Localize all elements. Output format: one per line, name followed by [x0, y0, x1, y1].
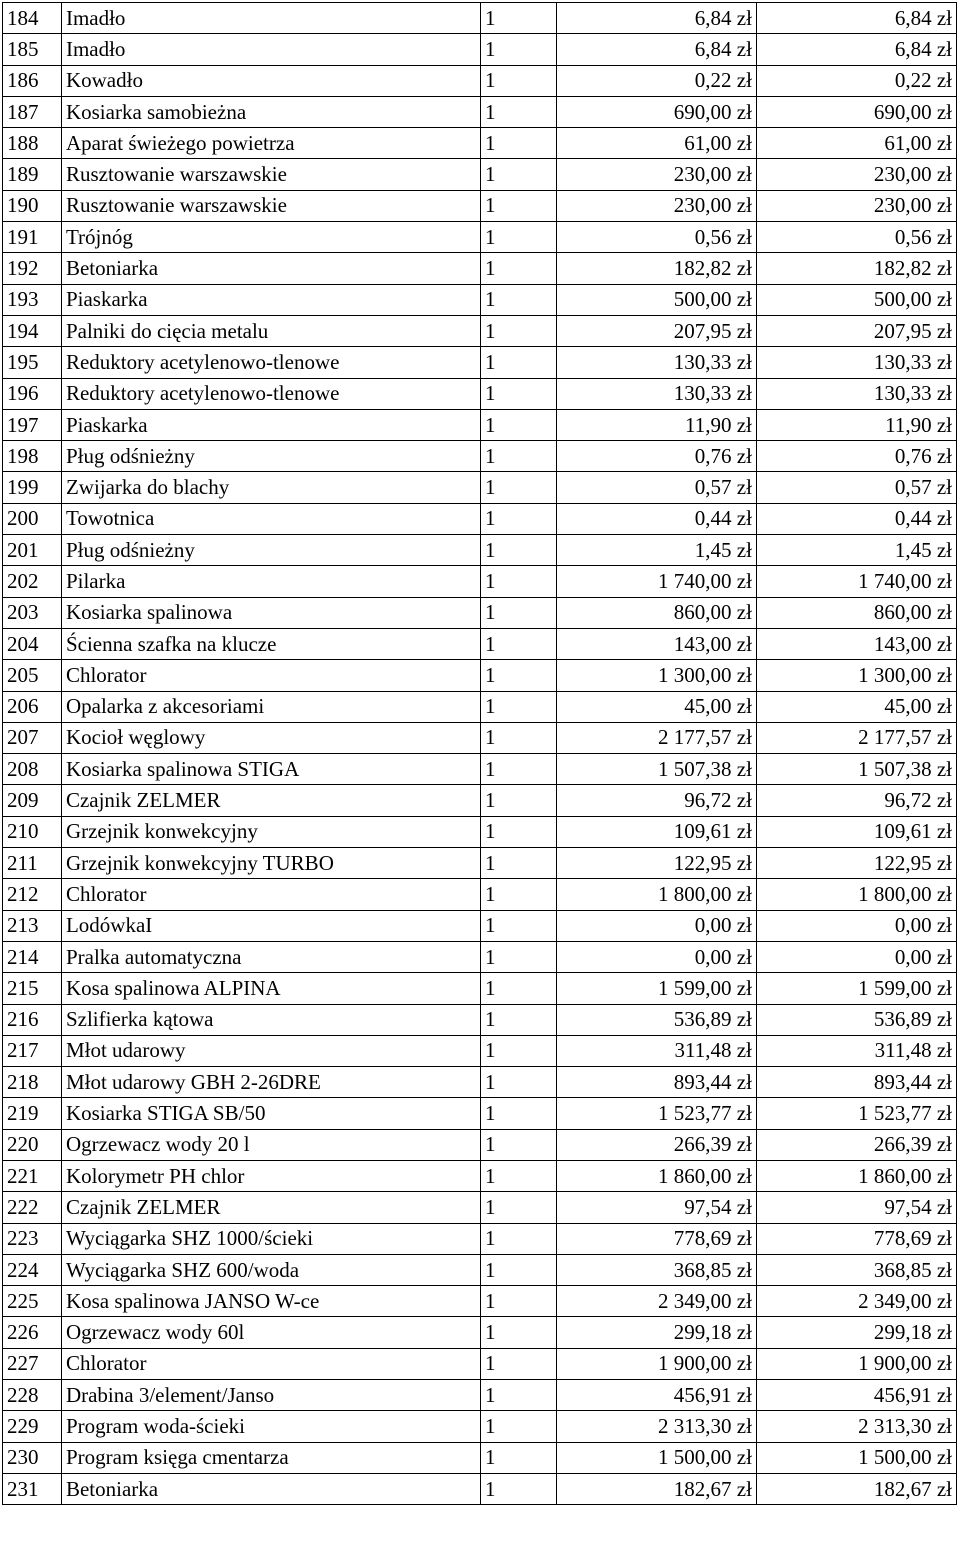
table-row [3, 315, 957, 346]
item-name-cell: Reduktory acetylenowo-tlenowe [61, 347, 480, 378]
table-row [3, 785, 957, 816]
row-number-cell: 223 [3, 1223, 62, 1254]
unit-price-cell: 1 523,77 zł [556, 1098, 756, 1129]
unit-price-cell: 0,56 zł [556, 222, 756, 253]
unit-price-cell: 778,69 zł [556, 1223, 756, 1254]
row-number-cell: 221 [3, 1160, 62, 1191]
unit-price-cell: 0,44 zł [556, 503, 756, 534]
item-name-cell: Betoniarka [61, 1473, 480, 1504]
quantity-cell: 1 [481, 284, 557, 315]
row-number-cell: 226 [3, 1317, 62, 1348]
total-value-cell: 0,00 zł [756, 941, 956, 972]
total-value-cell: 109,61 zł [756, 816, 956, 847]
table-row [3, 754, 957, 785]
total-value-cell: 2 313,30 zł [756, 1411, 956, 1442]
quantity-cell: 1 [481, 472, 557, 503]
quantity-cell: 1 [481, 941, 557, 972]
item-name-cell: Grzejnik konwekcyjny [61, 816, 480, 847]
item-name-cell: Chlorator [61, 879, 480, 910]
row-number-cell: 193 [3, 284, 62, 315]
row-number-cell: 213 [3, 910, 62, 941]
quantity-cell: 1 [481, 34, 557, 65]
total-value-cell: 1,45 zł [756, 535, 956, 566]
unit-price-cell: 1 300,00 zł [556, 660, 756, 691]
total-value-cell: 45,00 zł [756, 691, 956, 722]
row-number-cell: 188 [3, 128, 62, 159]
row-number-cell: 214 [3, 941, 62, 972]
table-row [3, 96, 957, 127]
item-name-cell: Pilarka [61, 566, 480, 597]
table-row [3, 879, 957, 910]
item-name-cell: Rusztowanie warszawskie [61, 190, 480, 221]
quantity-cell: 1 [481, 1473, 557, 1504]
quantity-cell: 1 [481, 879, 557, 910]
unit-price-cell: 182,82 zł [556, 253, 756, 284]
item-name-cell: Piaskarka [61, 284, 480, 315]
table-row [3, 472, 957, 503]
total-value-cell: 860,00 zł [756, 597, 956, 628]
quantity-cell: 1 [481, 253, 557, 284]
quantity-cell: 1 [481, 1223, 557, 1254]
row-number-cell: 225 [3, 1286, 62, 1317]
total-value-cell: 97,54 zł [756, 1192, 956, 1223]
item-name-cell: Towotnica [61, 503, 480, 534]
item-name-cell: Młot udarowy GBH 2-26DRE [61, 1067, 480, 1098]
quantity-cell: 1 [481, 1160, 557, 1191]
item-name-cell: Imadło [61, 34, 480, 65]
total-value-cell: 1 860,00 zł [756, 1160, 956, 1191]
total-value-cell: 1 523,77 zł [756, 1098, 956, 1129]
item-name-cell: Czajnik ZELMER [61, 1192, 480, 1223]
total-value-cell: 893,44 zł [756, 1067, 956, 1098]
quantity-cell: 1 [481, 65, 557, 96]
total-value-cell: 0,57 zł [756, 472, 956, 503]
unit-price-cell: 1 900,00 zł [556, 1348, 756, 1379]
row-number-cell: 194 [3, 315, 62, 346]
row-number-cell: 185 [3, 34, 62, 65]
unit-price-cell: 96,72 zł [556, 785, 756, 816]
table-row [3, 941, 957, 972]
unit-price-cell: 11,90 zł [556, 409, 756, 440]
quantity-cell: 1 [481, 910, 557, 941]
table-row [3, 3, 957, 34]
total-value-cell: 0,00 zł [756, 910, 956, 941]
table-row [3, 378, 957, 409]
item-name-cell: Aparat świeżego powietrza [61, 128, 480, 159]
item-name-cell: Program księga cmentarza [61, 1442, 480, 1473]
unit-price-cell: 1,45 zł [556, 535, 756, 566]
unit-price-cell: 500,00 zł [556, 284, 756, 315]
item-name-cell: Młot udarowy [61, 1035, 480, 1066]
total-value-cell: 96,72 zł [756, 785, 956, 816]
unit-price-cell: 1 740,00 zł [556, 566, 756, 597]
total-value-cell: 266,39 zł [756, 1129, 956, 1160]
total-value-cell: 0,56 zł [756, 222, 956, 253]
unit-price-cell: 0,22 zł [556, 65, 756, 96]
table-row [3, 1442, 957, 1473]
table-row [3, 1411, 957, 1442]
unit-price-cell: 97,54 zł [556, 1192, 756, 1223]
unit-price-cell: 130,33 zł [556, 378, 756, 409]
item-name-cell: Pług odśnieżny [61, 441, 480, 472]
quantity-cell: 1 [481, 1254, 557, 1285]
unit-price-cell: 456,91 zł [556, 1380, 756, 1411]
table-row [3, 1348, 957, 1379]
total-value-cell: 2 177,57 zł [756, 722, 956, 753]
item-name-cell: Kosiarka samobieżna [61, 96, 480, 127]
item-name-cell: Kosa spalinowa JANSO W-ce [61, 1286, 480, 1317]
total-value-cell: 1 500,00 zł [756, 1442, 956, 1473]
quantity-cell: 1 [481, 1035, 557, 1066]
table-row [3, 722, 957, 753]
unit-price-cell: 182,67 zł [556, 1473, 756, 1504]
total-value-cell: 1 900,00 zł [756, 1348, 956, 1379]
unit-price-cell: 130,33 zł [556, 347, 756, 378]
total-value-cell: 143,00 zł [756, 628, 956, 659]
quantity-cell: 1 [481, 816, 557, 847]
item-name-cell: Kowadło [61, 65, 480, 96]
total-value-cell: 368,85 zł [756, 1254, 956, 1285]
unit-price-cell: 0,00 zł [556, 910, 756, 941]
quantity-cell: 1 [481, 1067, 557, 1098]
row-number-cell: 222 [3, 1192, 62, 1223]
unit-price-cell: 230,00 zł [556, 190, 756, 221]
item-name-cell: Ścienna szafka na klucze [61, 628, 480, 659]
table-row [3, 1223, 957, 1254]
table-row [3, 441, 957, 472]
total-value-cell: 500,00 zł [756, 284, 956, 315]
table-row [3, 910, 957, 941]
row-number-cell: 186 [3, 65, 62, 96]
table-row [3, 1286, 957, 1317]
total-value-cell: 456,91 zł [756, 1380, 956, 1411]
row-number-cell: 205 [3, 660, 62, 691]
table-row [3, 253, 957, 284]
total-value-cell: 11,90 zł [756, 409, 956, 440]
row-number-cell: 189 [3, 159, 62, 190]
unit-price-cell: 299,18 zł [556, 1317, 756, 1348]
unit-price-cell: 109,61 zł [556, 816, 756, 847]
table-row [3, 660, 957, 691]
table-row [3, 222, 957, 253]
quantity-cell: 1 [481, 691, 557, 722]
item-name-cell: Program woda-ścieki [61, 1411, 480, 1442]
table-row [3, 628, 957, 659]
table-row [3, 190, 957, 221]
row-number-cell: 228 [3, 1380, 62, 1411]
row-number-cell: 184 [3, 3, 62, 34]
quantity-cell: 1 [481, 1286, 557, 1317]
table-row [3, 691, 957, 722]
quantity-cell: 1 [481, 190, 557, 221]
table-row [3, 1192, 957, 1223]
total-value-cell: 1 599,00 zł [756, 973, 956, 1004]
quantity-cell: 1 [481, 973, 557, 1004]
quantity-cell: 1 [481, 1348, 557, 1379]
row-number-cell: 212 [3, 879, 62, 910]
inventory-table-container [2, 2, 957, 1505]
unit-price-cell: 2 313,30 zł [556, 1411, 756, 1442]
unit-price-cell: 6,84 zł [556, 34, 756, 65]
quantity-cell: 1 [481, 566, 557, 597]
item-name-cell: Kolorymetr PH chlor [61, 1160, 480, 1191]
unit-price-cell: 0,76 zł [556, 441, 756, 472]
row-number-cell: 217 [3, 1035, 62, 1066]
item-name-cell: Pralka automatyczna [61, 941, 480, 972]
total-value-cell: 0,76 zł [756, 441, 956, 472]
quantity-cell: 1 [481, 628, 557, 659]
quantity-cell: 1 [481, 535, 557, 566]
inventory-table-body [3, 3, 957, 1505]
total-value-cell: 1 507,38 zł [756, 754, 956, 785]
unit-price-cell: 893,44 zł [556, 1067, 756, 1098]
total-value-cell: 690,00 zł [756, 96, 956, 127]
item-name-cell: Kosiarka spalinowa STIGA [61, 754, 480, 785]
total-value-cell: 299,18 zł [756, 1317, 956, 1348]
unit-price-cell: 1 599,00 zł [556, 973, 756, 1004]
total-value-cell: 6,84 zł [756, 3, 956, 34]
row-number-cell: 209 [3, 785, 62, 816]
table-row [3, 347, 957, 378]
row-number-cell: 210 [3, 816, 62, 847]
item-name-cell: Piaskarka [61, 409, 480, 440]
total-value-cell: 130,33 zł [756, 378, 956, 409]
item-name-cell: Wyciągarka SHZ 600/woda [61, 1254, 480, 1285]
table-row [3, 503, 957, 534]
quantity-cell: 1 [481, 441, 557, 472]
table-row [3, 1160, 957, 1191]
item-name-cell: Czajnik ZELMER [61, 785, 480, 816]
table-row [3, 128, 957, 159]
item-name-cell: Kosiarka spalinowa [61, 597, 480, 628]
table-row [3, 1004, 957, 1035]
item-name-cell: Zwijarka do blachy [61, 472, 480, 503]
quantity-cell: 1 [481, 503, 557, 534]
row-number-cell: 191 [3, 222, 62, 253]
item-name-cell: Opalarka z akcesoriami [61, 691, 480, 722]
total-value-cell: 2 349,00 zł [756, 1286, 956, 1317]
unit-price-cell: 230,00 zł [556, 159, 756, 190]
quantity-cell: 1 [481, 754, 557, 785]
inventory-table [2, 2, 957, 1505]
quantity-cell: 1 [481, 722, 557, 753]
item-name-cell: Trójnóg [61, 222, 480, 253]
row-number-cell: 229 [3, 1411, 62, 1442]
row-number-cell: 208 [3, 754, 62, 785]
row-number-cell: 215 [3, 973, 62, 1004]
total-value-cell: 230,00 zł [756, 190, 956, 221]
unit-price-cell: 368,85 zł [556, 1254, 756, 1285]
table-row [3, 1129, 957, 1160]
item-name-cell: Palniki do cięcia metalu [61, 315, 480, 346]
table-row [3, 65, 957, 96]
table-row [3, 34, 957, 65]
table-row [3, 1067, 957, 1098]
quantity-cell: 1 [481, 409, 557, 440]
row-number-cell: 204 [3, 628, 62, 659]
total-value-cell: 1 300,00 zł [756, 660, 956, 691]
quantity-cell: 1 [481, 315, 557, 346]
table-row [3, 816, 957, 847]
row-number-cell: 197 [3, 409, 62, 440]
total-value-cell: 230,00 zł [756, 159, 956, 190]
quantity-cell: 1 [481, 222, 557, 253]
row-number-cell: 231 [3, 1473, 62, 1504]
unit-price-cell: 0,00 zł [556, 941, 756, 972]
quantity-cell: 1 [481, 660, 557, 691]
row-number-cell: 203 [3, 597, 62, 628]
unit-price-cell: 311,48 zł [556, 1035, 756, 1066]
row-number-cell: 190 [3, 190, 62, 221]
table-row [3, 1317, 957, 1348]
quantity-cell: 1 [481, 1380, 557, 1411]
total-value-cell: 1 740,00 zł [756, 566, 956, 597]
total-value-cell: 182,67 zł [756, 1473, 956, 1504]
row-number-cell: 224 [3, 1254, 62, 1285]
item-name-cell: Grzejnik konwekcyjny TURBO [61, 848, 480, 879]
unit-price-cell: 860,00 zł [556, 597, 756, 628]
table-row [3, 1254, 957, 1285]
item-name-cell: Rusztowanie warszawskie [61, 159, 480, 190]
item-name-cell: LodówkaI [61, 910, 480, 941]
item-name-cell: Betoniarka [61, 253, 480, 284]
row-number-cell: 199 [3, 472, 62, 503]
quantity-cell: 1 [481, 347, 557, 378]
item-name-cell: Imadło [61, 3, 480, 34]
total-value-cell: 6,84 zł [756, 34, 956, 65]
unit-price-cell: 143,00 zł [556, 628, 756, 659]
total-value-cell: 0,22 zł [756, 65, 956, 96]
table-row [3, 1035, 957, 1066]
item-name-cell: Kosa spalinowa ALPINA [61, 973, 480, 1004]
item-name-cell: Kocioł węglowy [61, 722, 480, 753]
item-name-cell: Wyciągarka SHZ 1000/ścieki [61, 1223, 480, 1254]
table-row [3, 973, 957, 1004]
unit-price-cell: 1 800,00 zł [556, 879, 756, 910]
item-name-cell: Ogrzewacz wody 60l [61, 1317, 480, 1348]
total-value-cell: 1 800,00 zł [756, 879, 956, 910]
item-name-cell: Chlorator [61, 1348, 480, 1379]
unit-price-cell: 1 507,38 zł [556, 754, 756, 785]
row-number-cell: 192 [3, 253, 62, 284]
table-row [3, 159, 957, 190]
unit-price-cell: 61,00 zł [556, 128, 756, 159]
unit-price-cell: 1 860,00 zł [556, 1160, 756, 1191]
quantity-cell: 1 [481, 1004, 557, 1035]
row-number-cell: 216 [3, 1004, 62, 1035]
quantity-cell: 1 [481, 597, 557, 628]
quantity-cell: 1 [481, 1192, 557, 1223]
total-value-cell: 130,33 zł [756, 347, 956, 378]
row-number-cell: 218 [3, 1067, 62, 1098]
item-name-cell: Reduktory acetylenowo-tlenowe [61, 378, 480, 409]
total-value-cell: 182,82 zł [756, 253, 956, 284]
quantity-cell: 1 [481, 378, 557, 409]
table-row [3, 409, 957, 440]
quantity-cell: 1 [481, 848, 557, 879]
row-number-cell: 227 [3, 1348, 62, 1379]
row-number-cell: 206 [3, 691, 62, 722]
total-value-cell: 778,69 zł [756, 1223, 956, 1254]
unit-price-cell: 2 349,00 zł [556, 1286, 756, 1317]
row-number-cell: 202 [3, 566, 62, 597]
total-value-cell: 311,48 zł [756, 1035, 956, 1066]
row-number-cell: 201 [3, 535, 62, 566]
table-row [3, 535, 957, 566]
table-row [3, 1098, 957, 1129]
row-number-cell: 219 [3, 1098, 62, 1129]
unit-price-cell: 0,57 zł [556, 472, 756, 503]
total-value-cell: 207,95 zł [756, 315, 956, 346]
item-name-cell: Chlorator [61, 660, 480, 691]
row-number-cell: 211 [3, 848, 62, 879]
table-row [3, 284, 957, 315]
row-number-cell: 196 [3, 378, 62, 409]
table-row [3, 1473, 957, 1504]
quantity-cell: 1 [481, 1098, 557, 1129]
unit-price-cell: 536,89 zł [556, 1004, 756, 1035]
quantity-cell: 1 [481, 159, 557, 190]
row-number-cell: 187 [3, 96, 62, 127]
unit-price-cell: 6,84 zł [556, 3, 756, 34]
row-number-cell: 230 [3, 1442, 62, 1473]
unit-price-cell: 207,95 zł [556, 315, 756, 346]
table-row [3, 1380, 957, 1411]
quantity-cell: 1 [481, 128, 557, 159]
item-name-cell: Drabina 3/element/Janso [61, 1380, 480, 1411]
unit-price-cell: 1 500,00 zł [556, 1442, 756, 1473]
unit-price-cell: 690,00 zł [556, 96, 756, 127]
total-value-cell: 61,00 zł [756, 128, 956, 159]
total-value-cell: 0,44 zł [756, 503, 956, 534]
table-row [3, 566, 957, 597]
quantity-cell: 1 [481, 3, 557, 34]
total-value-cell: 122,95 zł [756, 848, 956, 879]
quantity-cell: 1 [481, 1442, 557, 1473]
quantity-cell: 1 [481, 1129, 557, 1160]
quantity-cell: 1 [481, 1317, 557, 1348]
quantity-cell: 1 [481, 785, 557, 816]
unit-price-cell: 45,00 zł [556, 691, 756, 722]
unit-price-cell: 2 177,57 zł [556, 722, 756, 753]
row-number-cell: 195 [3, 347, 62, 378]
total-value-cell: 536,89 zł [756, 1004, 956, 1035]
unit-price-cell: 266,39 zł [556, 1129, 756, 1160]
item-name-cell: Ogrzewacz wody 20 l [61, 1129, 480, 1160]
item-name-cell: Kosiarka STIGA SB/50 [61, 1098, 480, 1129]
unit-price-cell: 122,95 zł [556, 848, 756, 879]
item-name-cell: Szlifierka kątowa [61, 1004, 480, 1035]
row-number-cell: 207 [3, 722, 62, 753]
table-row [3, 597, 957, 628]
table-row [3, 848, 957, 879]
item-name-cell: Pług odśnieżny [61, 535, 480, 566]
row-number-cell: 220 [3, 1129, 62, 1160]
quantity-cell: 1 [481, 96, 557, 127]
row-number-cell: 200 [3, 503, 62, 534]
quantity-cell: 1 [481, 1411, 557, 1442]
row-number-cell: 198 [3, 441, 62, 472]
